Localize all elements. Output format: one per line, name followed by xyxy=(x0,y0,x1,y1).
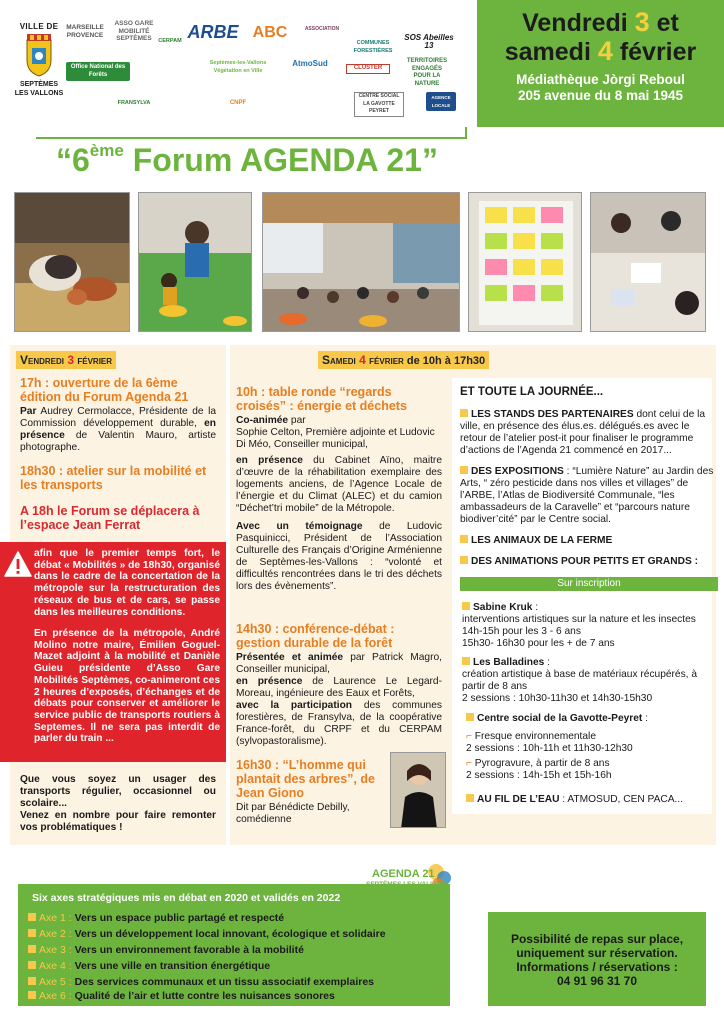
text: de Ludovic Pasquinicci, Président de l’Association Culturelle des Français d’Origine Arménienne de Septèmes-les-Vallons : “volonté et difficultés rencontrées dans le tri des déchets lors des évènements”. xyxy=(236,521,442,592)
axe-text: Vers un développement local innovant, écologique et solidaire xyxy=(74,928,386,940)
title-quote: “ xyxy=(56,142,72,178)
event-description xyxy=(236,521,442,593)
event-title: 14h30 : conférence-débat : gestion durable de la forêt xyxy=(236,622,395,650)
allday-item-stands xyxy=(460,409,714,457)
axe-label: Axe 1 : xyxy=(39,912,75,924)
day-label: Vendredi xyxy=(20,353,68,367)
bullet-square-icon xyxy=(466,794,474,802)
partner-logo-asso-gare: ASSO GARE MOBILITÉ SEPTÈMES xyxy=(114,20,154,42)
bullet-square-icon xyxy=(460,535,468,543)
bullet-square-icon xyxy=(462,602,470,610)
month-label: février xyxy=(365,353,404,367)
divider xyxy=(36,137,466,139)
text-bold: Avec un témoignage xyxy=(236,521,363,532)
item-title: DES EXPOSITIONS xyxy=(471,466,564,477)
bullet-square-icon xyxy=(460,466,468,474)
saturday-event-conference xyxy=(236,622,442,748)
axe-item xyxy=(28,960,270,972)
day-label: Samedi xyxy=(322,353,360,367)
partner-logo-fransylva: FRANSYLVA xyxy=(117,100,151,106)
event-description xyxy=(236,415,442,451)
activity-name: Les Balladines xyxy=(473,657,545,668)
coat-of-arms-icon xyxy=(21,34,57,78)
axe-text: Vers un espace public partagé et respecté xyxy=(74,912,285,924)
bracket-icon: ⌐ xyxy=(466,758,472,769)
day-number: 4 xyxy=(359,353,366,367)
date-text: et xyxy=(649,9,679,37)
friday-event-opening xyxy=(20,376,216,454)
text-bold: Présentée et animée xyxy=(236,652,344,663)
event-description: Dit par Bénédicte Debilly, comédienne xyxy=(236,802,350,825)
friday-event-workshop xyxy=(20,464,216,492)
saturday-event-reading xyxy=(236,758,386,826)
item-title: DES ANIMATIONS POUR PETITS ET GRANDS : xyxy=(471,556,698,567)
friday-notice xyxy=(20,504,216,532)
activity-text: : xyxy=(642,713,648,724)
activity-text: : création artistique à base de matériaux récupérés, à partir de 8 ans 2 sessions : 10h30-11h30 et 14h30-15h30 xyxy=(462,657,698,704)
activity-text: Pyrogravure, à partir de 8 ans 2 sessions : 14h-15h et 15h-16h xyxy=(466,758,612,781)
event-description xyxy=(20,406,216,454)
activity-sabine-kruk xyxy=(462,602,714,650)
day-number: 3 xyxy=(67,353,75,367)
phone-number: 04 91 96 31 70 xyxy=(556,974,638,988)
title-text: Forum AGENDA 21” xyxy=(123,142,438,178)
activity-centre-social xyxy=(466,713,714,725)
partner-logo-association: ASSOCIATION xyxy=(304,26,340,32)
activity-text: : interventions artistiques sur la nature et les insectes 14h-15h pour les 3 - 6 ans 15h30- 16h30 pour les + de 7 ans xyxy=(462,602,696,649)
text-bold: en présence xyxy=(20,418,216,441)
partner-logo-agence-locale: AGENCE LOCALE xyxy=(426,92,456,111)
friday-outro: Que vous soyez un usager des transports régulier, occasionnel ou scolaire... Venez en nombre pour faire remonter vos problématiques ! xyxy=(20,774,216,833)
axe-label: Axe 2 : xyxy=(39,928,75,940)
text: de Valentin Mauro, artiste photographe. xyxy=(20,430,216,453)
saturday-event-roundtable xyxy=(236,385,442,593)
title-superscript: ème xyxy=(89,141,124,160)
text-bold: en présence xyxy=(236,676,303,687)
text: par Patrick Magro, Conseiller municipal, xyxy=(236,652,442,675)
bullet-square-icon xyxy=(28,977,36,985)
allday-item-animals xyxy=(460,535,714,547)
allday-item-activities xyxy=(460,556,714,568)
partner-logo-cluster: CLUSTER xyxy=(346,64,390,74)
date-day-friday: 3 xyxy=(634,7,650,37)
info-line: uniquement sur réservation. xyxy=(516,946,678,960)
warning-icon xyxy=(3,550,33,578)
axe-label: Axe 6 : xyxy=(39,990,75,1002)
item-text: : “Lumière Nature” au Jardin des Arts, “ zéro pesticide dans nos villes et villages” de l’ARBE, l’Atlas de Biodiversité Communale, “les ambassadeurs de la Caravelle” et “parcours nature biodiver’cité” par le Centre social. xyxy=(460,466,714,525)
bullet-square-icon xyxy=(28,961,36,969)
event-title: 17h : ouverture de la 6ème édition du Forum Agenda 21 xyxy=(20,376,189,404)
partner-logo-cerpam: CERPAM xyxy=(158,38,182,44)
photo-table-activity xyxy=(590,192,706,332)
bullet-square-icon xyxy=(462,657,470,665)
date-line-1 xyxy=(477,8,724,37)
info-line: Possibilité de repas sur place, xyxy=(510,932,684,946)
item-title: LES STANDS DES PARTENAIRES xyxy=(471,409,634,420)
partner-logo-vegetation-en-ville: Septèmes-les-Vallons Végétation en Ville xyxy=(209,60,267,74)
allday-item-water xyxy=(466,794,714,806)
bullet-square-icon xyxy=(460,556,468,564)
text-bold: avec la participation xyxy=(236,700,353,711)
activity-balladines xyxy=(462,657,714,705)
text: de Laurence Le Legard-Moreau, ingénieure des Eaux et Forêts, xyxy=(236,676,442,699)
page-title xyxy=(56,141,438,179)
photo-actress xyxy=(390,752,446,828)
alert-text-2: En présence de la métropole, André Molino notre maire, Émilien Goguel-Mazet adjoint à la mobilité et Danièle Guieu présidente d’Asso Gare Mobilités Septèmes, co-animeront ces 2 heures d’exposés, d’échanges et de débats pour conserver et améliorer le service public de transports routiers à Septemes. Il ne sera pas interdit de parler du train ... xyxy=(34,628,220,745)
axe-item xyxy=(28,944,304,956)
event-description xyxy=(236,700,442,748)
axe-item xyxy=(28,928,386,940)
alert-text-1: afin que le premier temps fort, le débat « Mobilités » de 18h30, organisé dans le cadre de la concertation de la métropole sur la restructuration des réseaux de bus et de cars, se passe dans les meilleures conditions. xyxy=(34,548,220,618)
partner-logo-centre-social: CENTRE SOCIAL LA GAVOTTE PEYRET xyxy=(354,92,404,117)
axe-text: Vers une ville en transition énergétique xyxy=(74,960,271,972)
event-title: A 18h le Forum se déplacera à l’espace Jean Ferrat xyxy=(20,504,200,532)
text: par Sophie Celton, Première adjointe et Ludovic Di Méo, Conseiller municipal, xyxy=(236,415,435,450)
bullet-square-icon xyxy=(28,929,36,937)
photo-farm-animals xyxy=(14,192,130,332)
text: des communes forestières, de Fransylva, de la coopérative France-forêt, du CRPF et du CERPAM (sylvopastoralisme). xyxy=(236,700,442,747)
alert-box xyxy=(0,542,226,762)
photo-post-it-board xyxy=(468,192,582,332)
date-banner xyxy=(477,0,724,127)
axe-label: Axe 4 : xyxy=(39,960,75,972)
axes-heading: Six axes stratégiques mis en débat en 2020 et validés en 2022 xyxy=(32,892,341,904)
partner-logo-communes-forestieres: COMMUNES FORESTIÈRES xyxy=(353,40,393,54)
axe-item xyxy=(28,912,284,924)
meal-info-panel xyxy=(488,912,706,1006)
venue-address: 205 avenue du 8 mai 1945 xyxy=(517,88,684,103)
registration-banner: Sur inscription xyxy=(460,577,718,591)
activity-name: Sabine Kruk xyxy=(473,602,533,613)
allday-header: ET TOUTE LA JOURNÉE... xyxy=(460,386,604,398)
partner-logo-marseille: MARSEILLE PROVENCE xyxy=(66,24,104,39)
activity-text: Fresque environnementale 2 sessions : 10h-11h et 11h30-12h30 xyxy=(466,731,633,754)
city-logo-bottom: SEPTÈMES LES VALLONS xyxy=(14,81,64,97)
axe-text: Qualité de l’air et lutte contre les nuisances sonores xyxy=(74,990,335,1002)
bullet-square-icon xyxy=(28,913,36,921)
venue-name: Médiathèque Jòrgi Reboul xyxy=(516,72,685,87)
text-bold: en présence xyxy=(236,455,303,466)
event-title: 16h30 : “L’homme qui plantait des arbres”, de Jean Giono xyxy=(236,758,375,800)
agenda21-logo-title: AGENDA 21 xyxy=(372,868,435,880)
partner-logo-abc: ABC xyxy=(252,24,288,41)
event-description xyxy=(236,652,442,676)
event-title: 10h : table ronde “regards croisés” : énergie et déchets xyxy=(236,385,407,413)
bullet-square-icon xyxy=(28,991,36,999)
bullet-square-icon xyxy=(460,409,468,417)
item-title: AU FIL DE L’EAU xyxy=(477,794,560,805)
event-description xyxy=(236,676,442,700)
activity-pyrogravure xyxy=(466,758,714,782)
bracket-icon: ⌐ xyxy=(466,731,472,742)
partner-logo-onf: Office National des Forêts xyxy=(66,62,130,81)
saturday-header xyxy=(318,351,489,369)
text: Audrey Cermolacce, Présidente de la Commission développement durable, xyxy=(20,406,216,429)
partner-logos xyxy=(64,14,474,122)
item-text: : ATMOSUD, CEN PACA... xyxy=(559,794,684,805)
text-bold: Co-animée xyxy=(236,415,289,426)
title-number: 6 xyxy=(72,142,90,178)
axe-item xyxy=(28,976,374,988)
event-title: 18h30 : atelier sur la mobilité et les transports xyxy=(20,464,207,492)
date-text: samedi xyxy=(504,38,598,66)
axe-text: Vers un environnement favorable à la mobilité xyxy=(74,944,304,956)
partner-logo-cnpf: CNPF xyxy=(229,100,247,106)
activity-fresque xyxy=(466,731,714,755)
date-day-saturday: 4 xyxy=(597,36,613,66)
photo-children-workshop xyxy=(138,192,252,332)
city-logo xyxy=(12,22,66,98)
event-description xyxy=(236,455,442,515)
strategic-axes-panel xyxy=(18,884,450,1006)
city-logo-top: VILLE DE xyxy=(19,22,59,31)
date-text: Vendredi xyxy=(522,9,635,37)
item-title: LES ANIMAUX DE LA FERME xyxy=(471,535,613,546)
bullet-square-icon xyxy=(28,945,36,953)
time-range: de 10h à 17h30 xyxy=(403,355,486,367)
axe-label: Axe 5 : xyxy=(39,976,75,988)
friday-header xyxy=(16,351,116,369)
text: du Cabinet Aïno, maitre d’œuvre de la réhabilitation exemplaire des logements anciens, de l’Agence Locale de l’énergie et du Climat (ALEC) et du camion “Déchet’tri mobile” de la Métropole. xyxy=(236,455,442,514)
partner-logo-arbe: ARBE xyxy=(187,22,239,42)
date-text: février xyxy=(612,38,697,66)
text-bold: Par xyxy=(20,406,37,417)
date-line-2 xyxy=(477,37,724,66)
item-text: dont celui de la ville, en présence des élus.es. délégués.es avec le retour de l’atelier post-it pour finaliser le programme d’actions de l’Agenda 21 commencé en 2017... xyxy=(460,409,706,456)
partner-logo-territoires-engages: TERRITOIRES ENGAGÉS POUR LA NATURE xyxy=(406,58,448,87)
activity-name: Centre social de la Gavotte-Peyret xyxy=(477,713,643,724)
bullet-square-icon xyxy=(466,713,474,721)
allday-item-exhibitions xyxy=(460,466,714,526)
axe-item xyxy=(28,990,335,1002)
axe-text: Des services communaux et un tissu associatif exemplaires xyxy=(74,976,374,988)
partner-logo-sos-abeilles: SOS Abeilles 13 xyxy=(404,33,454,50)
photo-conference-room xyxy=(262,192,460,332)
info-line: Informations / réservations : xyxy=(516,960,678,974)
axe-label: Axe 3 : xyxy=(39,944,75,956)
partner-logo-atmosud: AtmoSud xyxy=(292,59,328,68)
month-label: février xyxy=(74,353,113,367)
